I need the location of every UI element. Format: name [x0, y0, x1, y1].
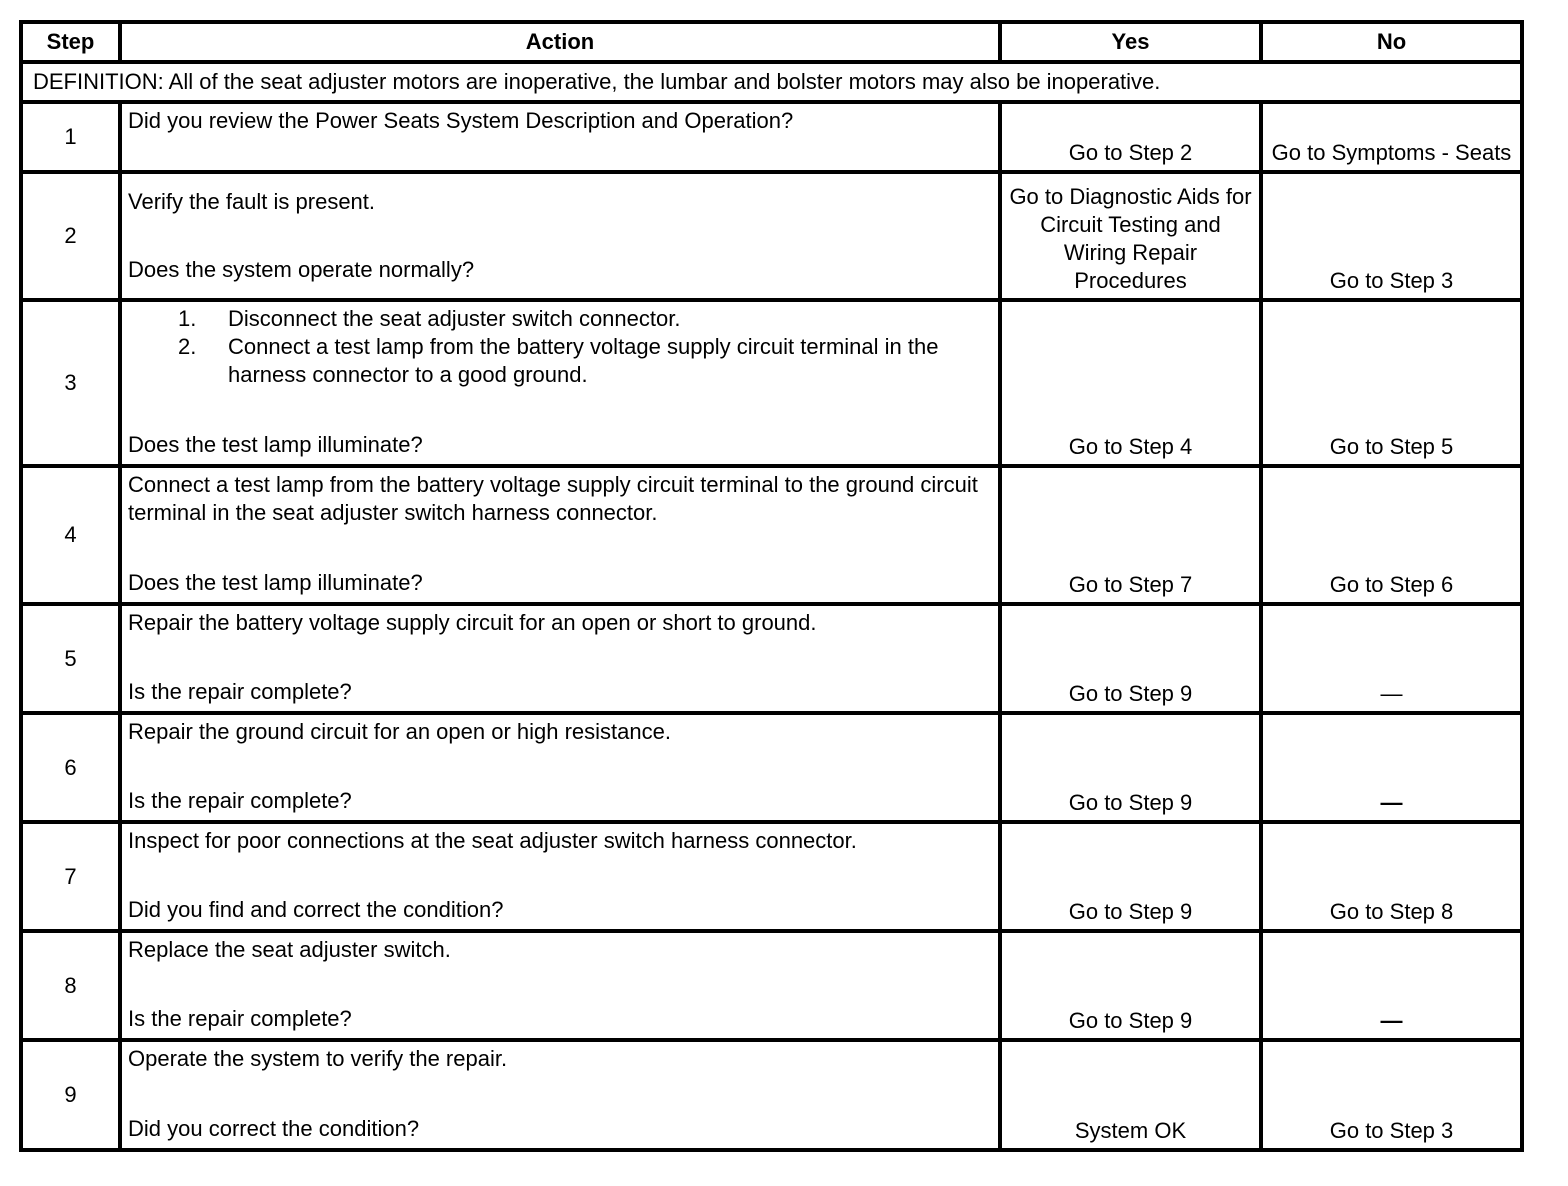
action-question: Did you correct the condition? [128, 1116, 420, 1141]
action-cell [120, 300, 1000, 466]
action-question: Is the repair complete? [128, 788, 352, 813]
no-result: Go to Step 8 [1261, 822, 1522, 931]
step-number: 3 [21, 300, 120, 466]
table-row [21, 172, 1522, 300]
action-cell [120, 102, 1000, 172]
no-result: Go to Step 3 [1261, 1040, 1522, 1150]
action-steps-list [128, 305, 992, 389]
action-text: Operate the system to verify the repair. [128, 1046, 508, 1071]
action-question: Did you find and correct the condition? [128, 897, 504, 922]
header-row [21, 22, 1522, 62]
definition-row [21, 62, 1522, 102]
table-row [21, 300, 1522, 466]
action-question: Is the repair complete? [128, 1006, 352, 1031]
list-item [128, 333, 992, 389]
yes-result: Go to Step 9 [1000, 931, 1261, 1040]
action-text: Inspect for poor connections at the seat adjuster switch harness connector. [128, 828, 857, 853]
step-number: 8 [21, 931, 120, 1040]
table-row [21, 822, 1522, 931]
yes-result: System OK [1000, 1040, 1261, 1150]
action-text: Connect a test lamp from the battery voltage supply circuit terminal to the ground circuit terminal in the seat adjuster switch harness connector. [128, 472, 978, 525]
table-row [21, 466, 1522, 604]
yes-result: Go to Diagnostic Aids for Circuit Testing and Wiring Repair Procedures [1000, 172, 1261, 300]
step-number: 6 [21, 713, 120, 822]
step-number: 7 [21, 822, 120, 931]
step-number: 5 [21, 604, 120, 713]
table-row [21, 931, 1522, 1040]
yes-result: Go to Step 9 [1000, 822, 1261, 931]
header-yes: Yes [1000, 22, 1261, 62]
no-result: — [1261, 931, 1522, 1040]
step-number: 1 [21, 102, 120, 172]
no-result: Go to Step 5 [1261, 300, 1522, 466]
action-question: Does the system operate normally? [128, 257, 475, 282]
no-result: — [1261, 713, 1522, 822]
yes-result: Go to Step 9 [1000, 604, 1261, 713]
list-number: 1. [178, 306, 197, 331]
diagnostic-table [19, 20, 1524, 1152]
list-item [128, 305, 992, 333]
table-row [21, 713, 1522, 822]
no-result: Go to Symptoms - Seats [1261, 102, 1522, 172]
table-row [21, 604, 1522, 713]
table-row [21, 102, 1522, 172]
yes-result: Go to Step 4 [1000, 300, 1261, 466]
no-result: — [1261, 604, 1522, 713]
yes-result: Go to Step 7 [1000, 466, 1261, 604]
action-text: Verify the fault is present. [128, 189, 376, 214]
step-number: 9 [21, 1040, 120, 1150]
action-text: Replace the seat adjuster switch. [128, 937, 451, 962]
action-text: Repair the battery voltage supply circuit for an open or short to ground. [128, 610, 817, 635]
action-cell [120, 1040, 1000, 1150]
action-text: Did you review the Power Seats System Description and Operation? [128, 108, 794, 133]
action-cell [120, 466, 1000, 604]
header-action: Action [120, 22, 1000, 62]
action-question: Does the test lamp illuminate? [128, 432, 423, 457]
no-result: Go to Step 6 [1261, 466, 1522, 604]
action-cell [120, 931, 1000, 1040]
action-cell [120, 822, 1000, 931]
list-number: 2. [178, 334, 197, 359]
header-no: No [1261, 22, 1522, 62]
no-result: Go to Step 3 [1261, 172, 1522, 300]
list-text: Disconnect the seat adjuster switch connector. [228, 306, 681, 331]
header-step: Step [21, 22, 120, 62]
yes-result: Go to Step 9 [1000, 713, 1261, 822]
action-cell [120, 713, 1000, 822]
action-cell [120, 604, 1000, 713]
table-row [21, 1040, 1522, 1150]
definition-text: DEFINITION: All of the seat adjuster motors are inoperative, the lumbar and bolster motors may also be inoperative. [21, 62, 1522, 102]
step-number: 2 [21, 172, 120, 300]
action-cell [120, 172, 1000, 300]
yes-result: Go to Step 2 [1000, 102, 1261, 172]
list-text: Connect a test lamp from the battery voltage supply circuit terminal in the harness connector to a good ground. [228, 334, 939, 387]
step-number: 4 [21, 466, 120, 604]
action-question: Does the test lamp illuminate? [128, 570, 423, 595]
action-question: Is the repair complete? [128, 679, 352, 704]
action-text: Repair the ground circuit for an open or high resistance. [128, 719, 671, 744]
